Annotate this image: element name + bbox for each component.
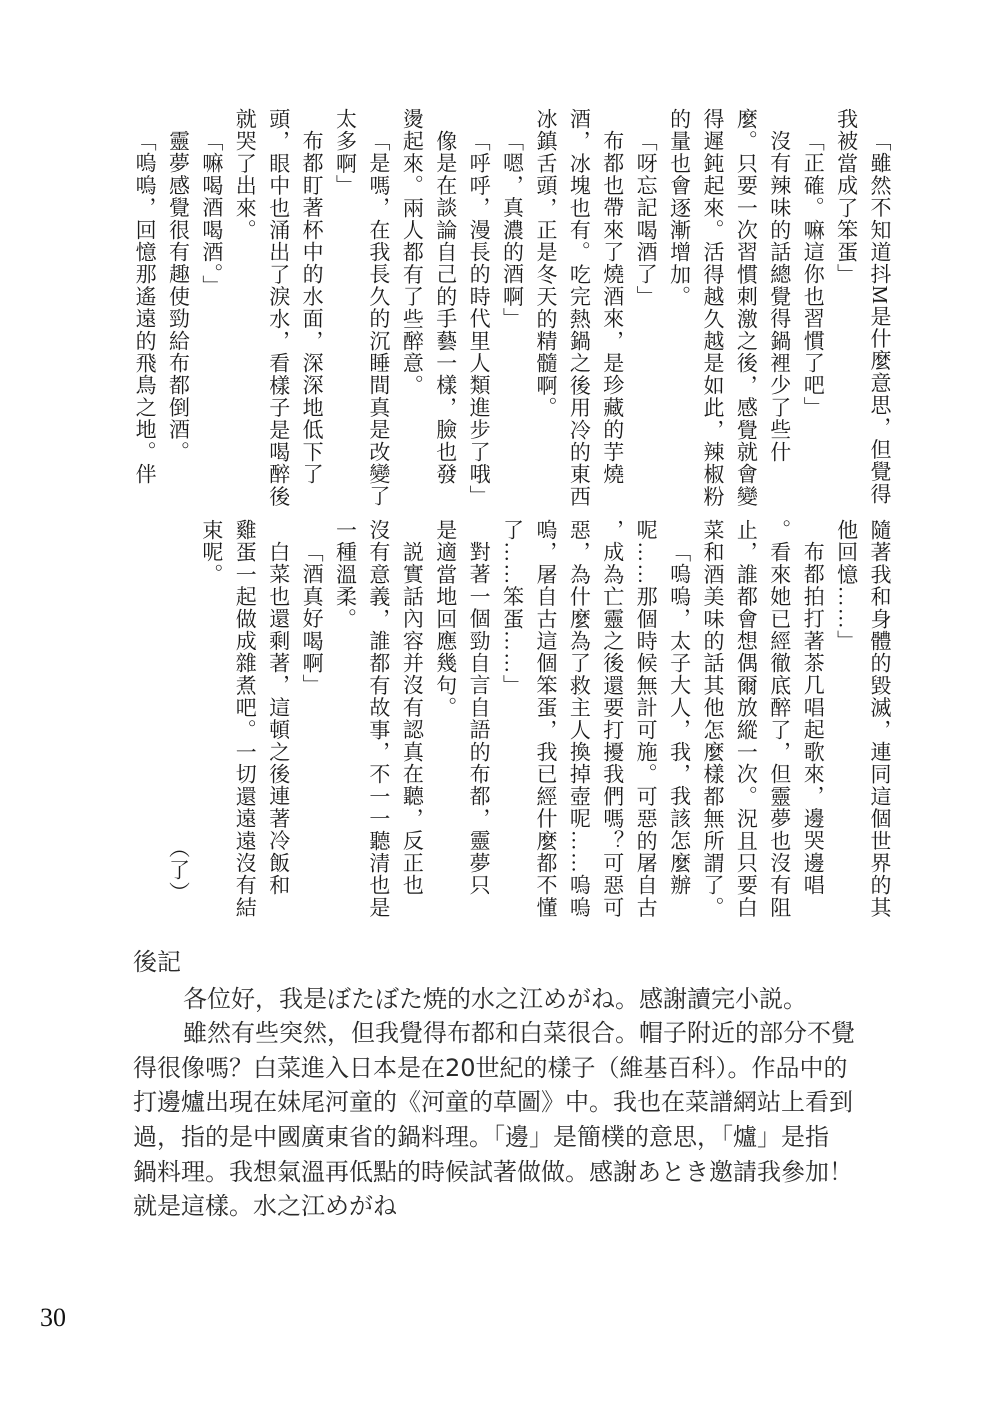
text-column: 布都也帶來了燒酒來，是珍藏的芋燒 [600,130,625,486]
text-column: 得遲鈍起來。活得越久越是如此，辣椒粉 [700,108,725,508]
text-column: 「嗯，真濃的酒啊」 [500,130,525,330]
text-column: 布都拍打著茶几唱起歌來，邊哭邊唱 [801,541,826,897]
text-column: 「雖然不知道抖M是什麼意思，但覺得 [868,130,892,506]
text-column: 的量也會逐漸增加。 [667,108,692,308]
page-number: 30 [40,1303,66,1332]
text-column: 「正確。嘛這你也習慣了吧」 [801,130,826,419]
text-column: 説實話內容并沒有認真在聽，反正也 [400,541,425,897]
text-column: 就哭了出來。 [233,108,258,242]
text-column: 「是嗎，在我長久的沉睡間真是改變了 [366,130,391,508]
text-column: 「嘛喝酒喝酒。」 [199,130,224,298]
text-column: 白菜也還剩著，這頓之後連著冷飯和 [266,541,291,897]
vertical-text-block-2 [161,519,896,924]
afterword-line: 得很像嗎？白菜進入日本是在20世紀的樣子（維基百科）。作品中的 [133,1053,848,1082]
text-column: 雞蛋一起做成雜煮吧。一切還遠遠沒有結 [233,519,258,919]
text-column: 像是在談論自己的手藝一樣，臉也發 [433,130,458,486]
afterword-section [133,945,913,1224]
text-column: 惡，為什麼為了救主人換掉壺呢……嗚嗚 [567,519,592,919]
afterword-line: 打邊爐出現在妹尾河童的《河童的草圖》中。我也在菜譜網站上看到 [133,1088,853,1117]
text-column: 。看來她已經徹底醉了，但靈夢也沒有阻 [767,519,792,919]
text-column: 沒有意義，誰都有故事，不一一聽清也是 [366,519,391,919]
text-column: 呢……那個時候無計可施。可惡的屠自古 [634,519,659,919]
text-column: 酒，冰塊也有。吃完熱鍋之後用冷的東西 [567,108,592,508]
afterword-line: 鍋料理。我想氣溫再低點的時候試著做做。感謝あとき邀請我參加！ [133,1157,853,1186]
afterword-line: 就是這樣。水之江めがね [133,1192,397,1221]
text-column: 「酒真好喝啊」 [300,541,325,697]
text-column: 他回憶……」 [834,519,859,653]
text-column: 「嗚嗚，回憶那遙遠的飛鳥之地。伴 [133,130,158,486]
text-column: 是適當地回應幾句。 [433,519,458,719]
afterword-line: 雖然有些突然，但我覺得布都和白菜很合。帽子附近的部分不覺 [183,1019,855,1048]
text-column: 「嗚嗚，太子大人，我，我該怎麼辦 [667,541,692,897]
text-column: 束呢。 [199,519,224,586]
text-column: 麼。只要一次習慣刺激之後，感覺就會變 [734,108,759,508]
text-column: 燙起來。兩人都有了些醉意。 [400,108,425,397]
text-column: 我被當成了笨蛋」 [834,108,859,286]
text-column: 頭，眼中也涌出了淚水，看樣子是喝醉後 [266,108,291,508]
text-column: 「呼呼，漫長的時代里人類進步了哦」 [467,130,492,508]
text-column: 一種溫柔。 [333,519,358,630]
text-column: ，成為亡靈之後還要打擾我們嗎？可惡可 [600,519,625,919]
afterword-title: 後記 [133,948,181,976]
text-column: 菜和酒美味的話其他怎麼樣都無所謂了。 [700,519,725,919]
text-column: （了） [166,837,191,904]
vertical-text-block-1 [128,108,896,511]
text-column: 「呀忘記喝酒了」 [634,130,659,308]
text-column: 嗚，屠自古這個笨蛋，我已經什麼都不懂 [533,519,558,919]
text-column: 沒有辣味的話總覺得鍋裡少了些什 [767,130,792,464]
text-column: 布都盯著杯中的水面，深深地低下了 [300,130,325,486]
text-column: 止，誰都會想偶爾放縱一次。況且只要白 [734,519,759,919]
afterword-line: 過，指的是中國廣東省的鍋料理。「邊」是簡樸的意思，「爐」是指 [133,1122,829,1151]
text-column: 了……笨蛋……」 [500,519,525,697]
text-column: 靈夢感覺很有趣使勁給布都倒酒。 [166,130,191,464]
afterword-body [133,982,913,1224]
text-column: 隨著我和身體的毀滅，連同這個世界的其 [868,519,892,919]
afterword-line: 各位好，我是ぼたぼた焼的水之江めがね。感謝讀完小説。 [183,984,807,1013]
text-column: 冰鎮舌頭，正是冬天的精髓啊。 [533,108,558,419]
text-column: 對著一個勁自言自語的布都，靈夢只 [467,541,492,897]
text-column: 太多啊」 [333,108,358,197]
